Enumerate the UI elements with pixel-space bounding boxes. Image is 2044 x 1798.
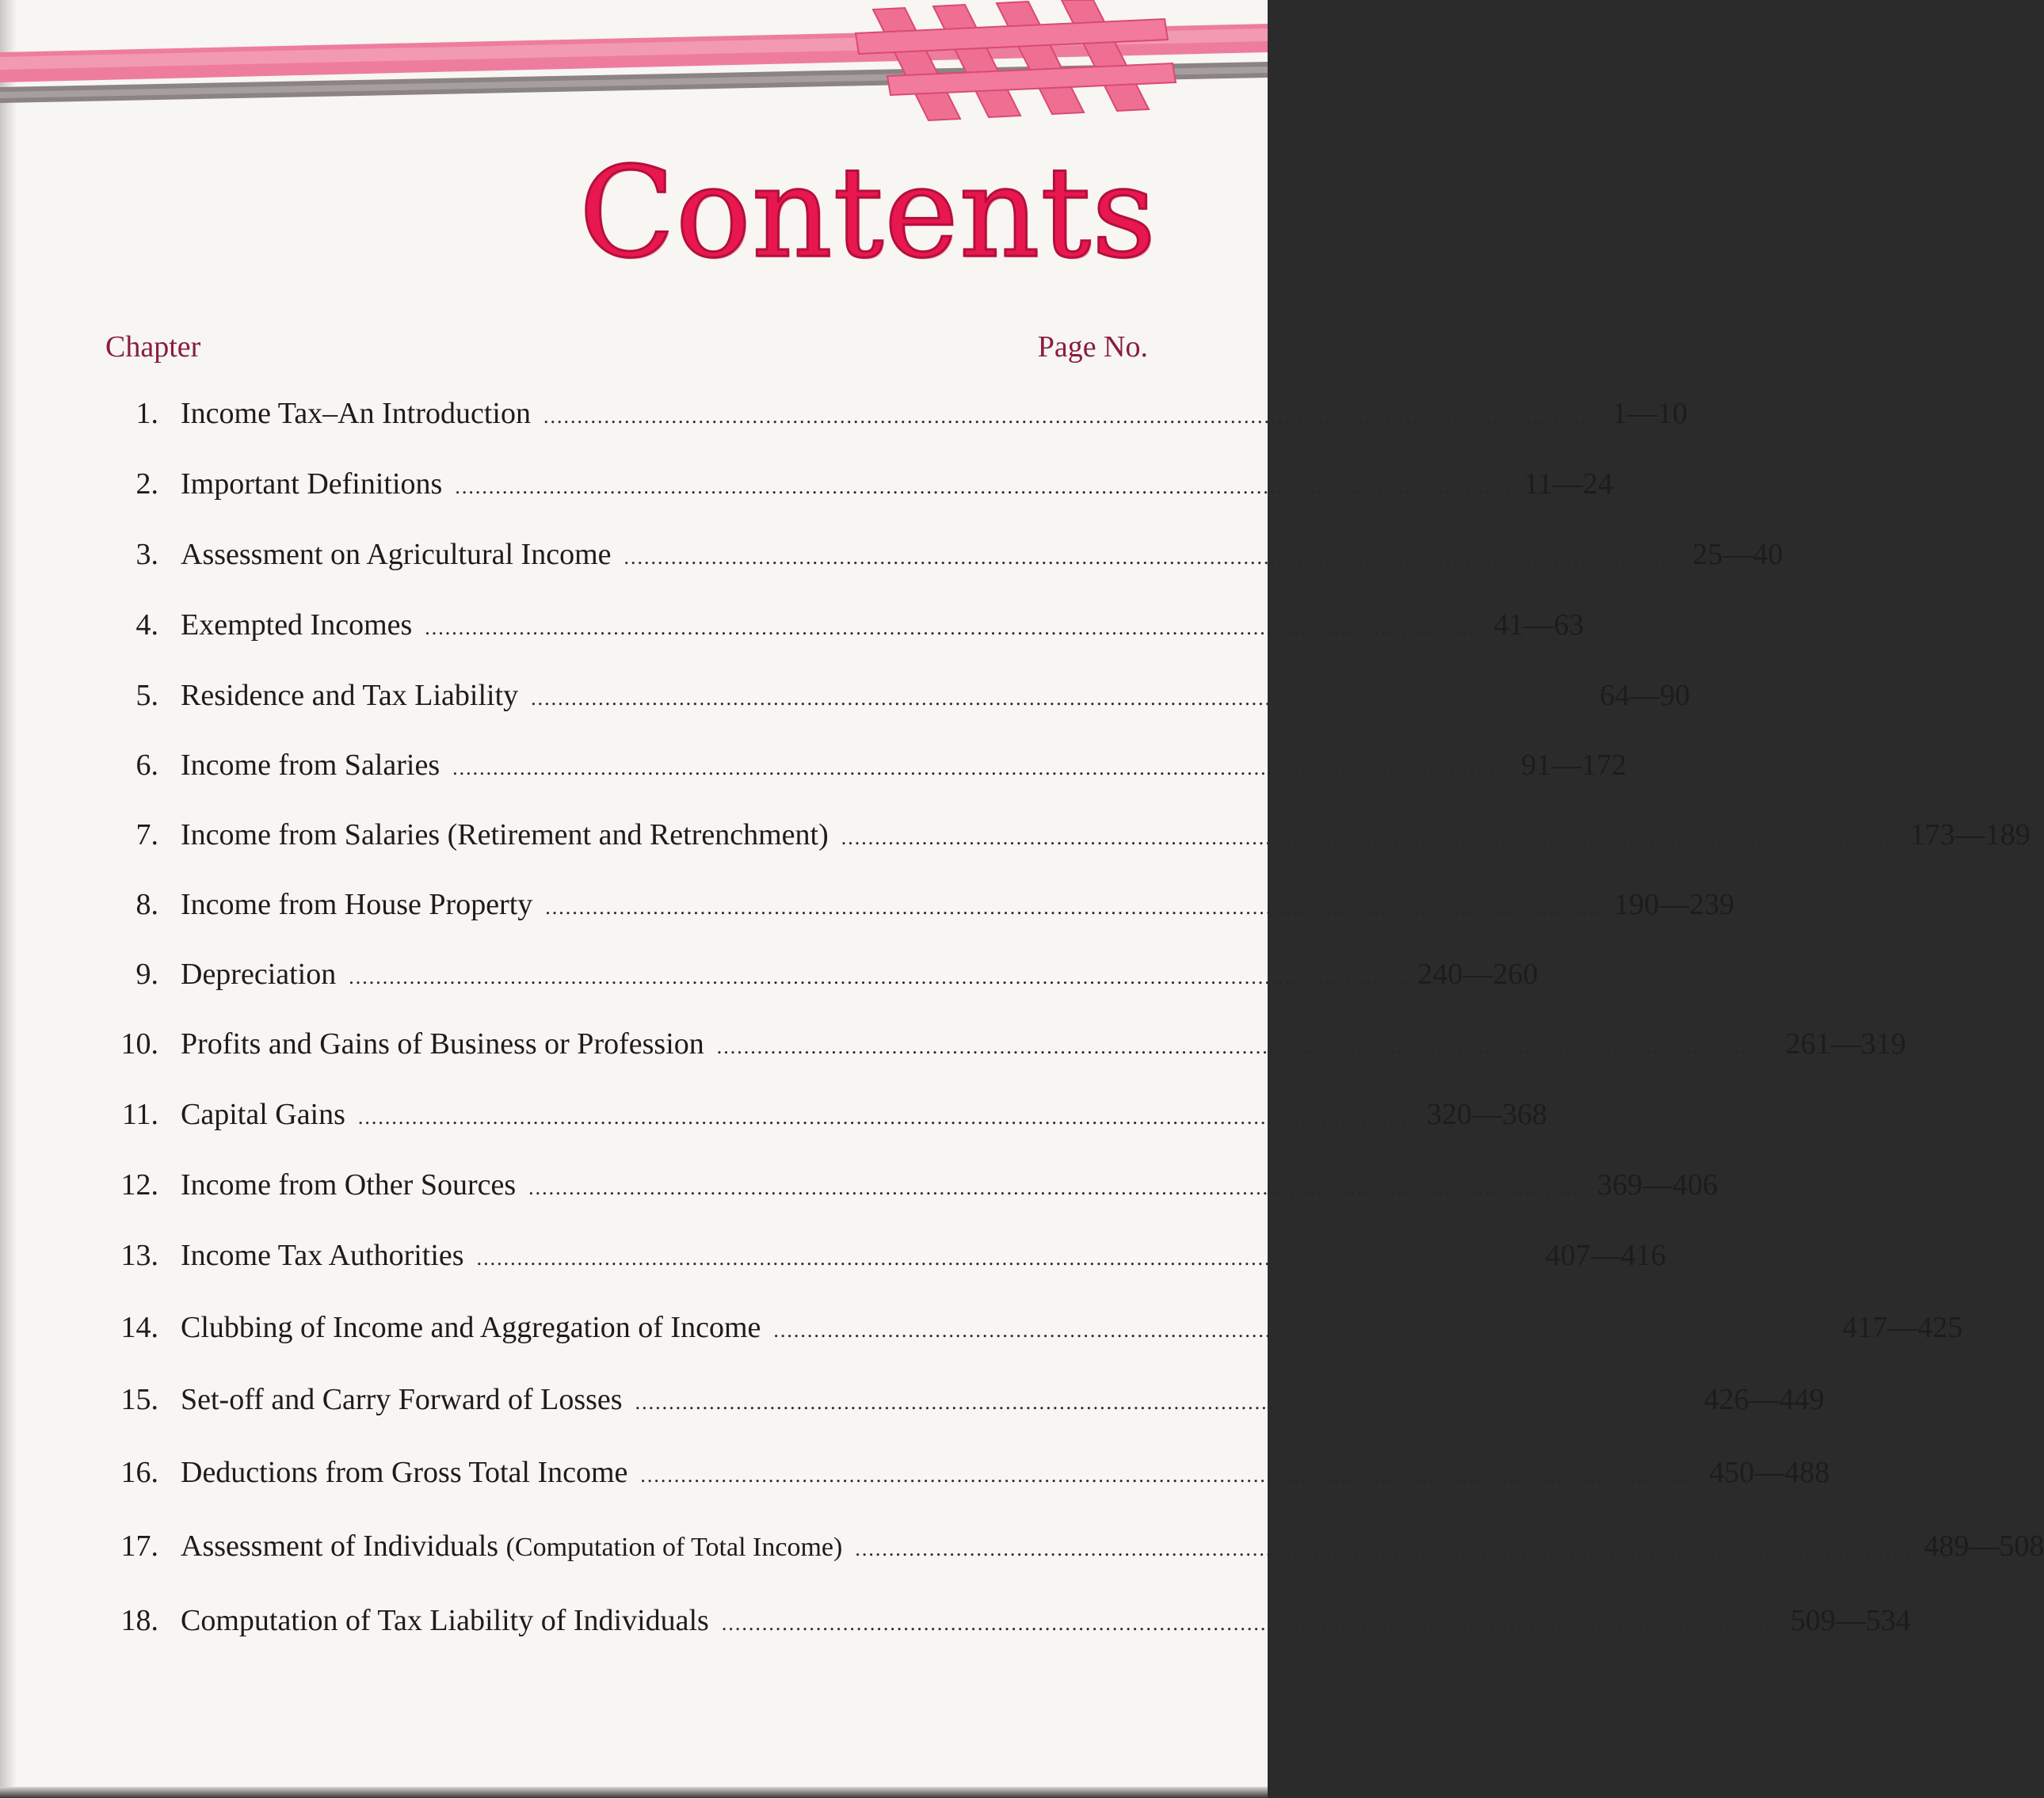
- chapter-title: Income from Other Sources: [181, 1168, 517, 1202]
- toc-entry-6: [99, 748, 1627, 792]
- page-range: 489—508: [1924, 1529, 2044, 1563]
- page-range: 240—260: [1417, 958, 1539, 991]
- chapter-title: Computation of Tax Liability of Individuals: [181, 1604, 709, 1637]
- chapter-number: 12.: [120, 1168, 158, 1202]
- chapter-title: Profits and Gains of Business or Profession: [181, 1027, 704, 1061]
- dot-leader: ..............................................................................................................................................................: [623, 546, 1688, 569]
- page-range: 369—406: [1597, 1168, 1718, 1202]
- toc-entry-18: [99, 1603, 1911, 1648]
- page-range: 261—319: [1785, 1027, 1906, 1061]
- chapter-number: 17.: [120, 1529, 158, 1563]
- chapter-number: 2.: [135, 467, 158, 501]
- chapter-number: 18.: [120, 1604, 158, 1637]
- toc-entry-2: [99, 467, 1613, 511]
- page-range: 25—40: [1692, 538, 1783, 571]
- toc-entry-5: [99, 678, 1691, 722]
- chapter-number: 9.: [135, 958, 158, 991]
- page-range: 320—368: [1426, 1098, 1547, 1131]
- page-range: 417—425: [1842, 1311, 1963, 1344]
- dot-leader: ..............................................................................................................................................................: [349, 966, 1413, 989]
- toc-entry-3: [99, 537, 1783, 581]
- chapter-number: 6.: [135, 749, 158, 782]
- page-range: 509—534: [1790, 1604, 1911, 1637]
- toc-entry-11: [99, 1097, 1547, 1141]
- chapter-number: 4.: [135, 608, 158, 642]
- dot-leader: ..............................................................................................................................................................: [721, 1612, 1786, 1635]
- chapter-number: 10.: [120, 1027, 158, 1061]
- chapter-number: 16.: [120, 1456, 158, 1489]
- chapter-column-header: Chapter: [105, 330, 201, 364]
- chapter-title: [181, 1529, 842, 1564]
- dot-leader: ..............................................................................................................................................................: [841, 826, 1905, 849]
- dot-leader: ..............................................................................................................................................................: [357, 1106, 1422, 1129]
- chapter-number: 5.: [135, 679, 158, 712]
- toc-entry-1: [99, 396, 1687, 440]
- page-title: Contents: [578, 140, 1157, 286]
- toc-entry-7: [99, 817, 2031, 862]
- toc-entry-13: [99, 1238, 1666, 1282]
- chapter-title: Depreciation: [181, 958, 337, 991]
- dot-leader: ..............................................................................................................................................................: [855, 1537, 1920, 1560]
- chapter-title: Residence and Tax Liability: [181, 679, 519, 712]
- spine-shadow: [0, 0, 17, 1798]
- chapter-number: 11.: [121, 1098, 158, 1131]
- dot-leader: ..............................................................................................................................................................: [531, 687, 1596, 710]
- page-range: 450—488: [1709, 1456, 1830, 1489]
- page-range: 41—63: [1493, 608, 1584, 642]
- dot-leader: ..............................................................................................................................................................: [640, 1464, 1705, 1487]
- chapter-title-note: (Computation of Total Income): [505, 1533, 843, 1562]
- chapter-number: 8.: [135, 888, 158, 921]
- dot-leader: ..............................................................................................................................................................: [543, 405, 1607, 428]
- dot-leader: ..............................................................................................................................................................: [773, 1319, 1838, 1342]
- page-range: 173—189: [1909, 818, 2031, 851]
- chapter-number: 7.: [135, 818, 158, 851]
- dot-leader: ..............................................................................................................................................................: [545, 896, 1610, 919]
- page-bottom-edge: [0, 1787, 1268, 1798]
- dot-leader: ..............................................................................................................................................................: [455, 475, 1520, 498]
- page-range: 11—24: [1523, 467, 1613, 501]
- chapter-number: 3.: [135, 538, 158, 571]
- toc-entry-17: [99, 1529, 2044, 1573]
- toc-entry-9: [99, 957, 1539, 1001]
- chapter-number: 13.: [120, 1239, 158, 1272]
- dot-leader: ..............................................................................................................................................................: [452, 756, 1517, 779]
- toc-entry-15: [99, 1382, 1825, 1427]
- toc-entry-4: [99, 608, 1584, 652]
- chapter-title: Income from Salaries: [181, 749, 440, 782]
- chapter-number: 14.: [120, 1311, 158, 1344]
- chapter-number: 1.: [135, 397, 158, 430]
- chapter-title: Exempted Incomes: [181, 608, 413, 642]
- page-range: 64—90: [1600, 679, 1691, 712]
- page-range: 1—10: [1611, 397, 1687, 430]
- chapter-title-main: Assessment of Individuals: [181, 1529, 499, 1563]
- page-range: 426—449: [1703, 1383, 1825, 1416]
- page-number-column-header: Page No.: [1037, 330, 1148, 364]
- dot-leader: ..............................................................................................................................................................: [528, 1176, 1593, 1199]
- toc-entry-10: [99, 1027, 1906, 1071]
- page-range: 190—239: [1614, 888, 1735, 921]
- chapter-title: Assessment on Agricultural Income: [181, 538, 612, 571]
- chapter-number: 15.: [120, 1383, 158, 1416]
- page-range: 91—172: [1521, 749, 1627, 782]
- toc-entry-14: [99, 1310, 1963, 1354]
- chapter-title: Income from House Property: [181, 888, 533, 921]
- toc-entry-8: [99, 887, 1735, 931]
- chapter-title: Important Definitions: [181, 467, 443, 501]
- dot-leader: ..............................................................................................................................................................: [716, 1035, 1781, 1058]
- chapter-title: Income from Salaries (Retirement and Retrenchment): [181, 818, 829, 851]
- dot-leader: ..............................................................................................................................................................: [635, 1391, 1699, 1414]
- chapter-title: Income Tax Authorities: [181, 1239, 464, 1272]
- chapter-title: Capital Gains: [181, 1098, 345, 1131]
- chapter-title: Clubbing of Income and Aggregation of Income: [181, 1311, 761, 1344]
- page-range: 407—416: [1545, 1239, 1666, 1272]
- toc-entry-16: [99, 1455, 1830, 1499]
- dot-leader: ..............................................................................................................................................................: [425, 616, 1489, 639]
- chapter-title: Income Tax–An Introduction: [181, 397, 531, 430]
- decorative-header-band: [0, 0, 1268, 127]
- dot-leader: ..............................................................................................................................................................: [476, 1247, 1541, 1270]
- chapter-title: Deductions from Gross Total Income: [181, 1456, 628, 1489]
- chapter-title: Set-off and Carry Forward of Losses: [181, 1383, 623, 1416]
- toc-entry-12: [99, 1168, 1718, 1212]
